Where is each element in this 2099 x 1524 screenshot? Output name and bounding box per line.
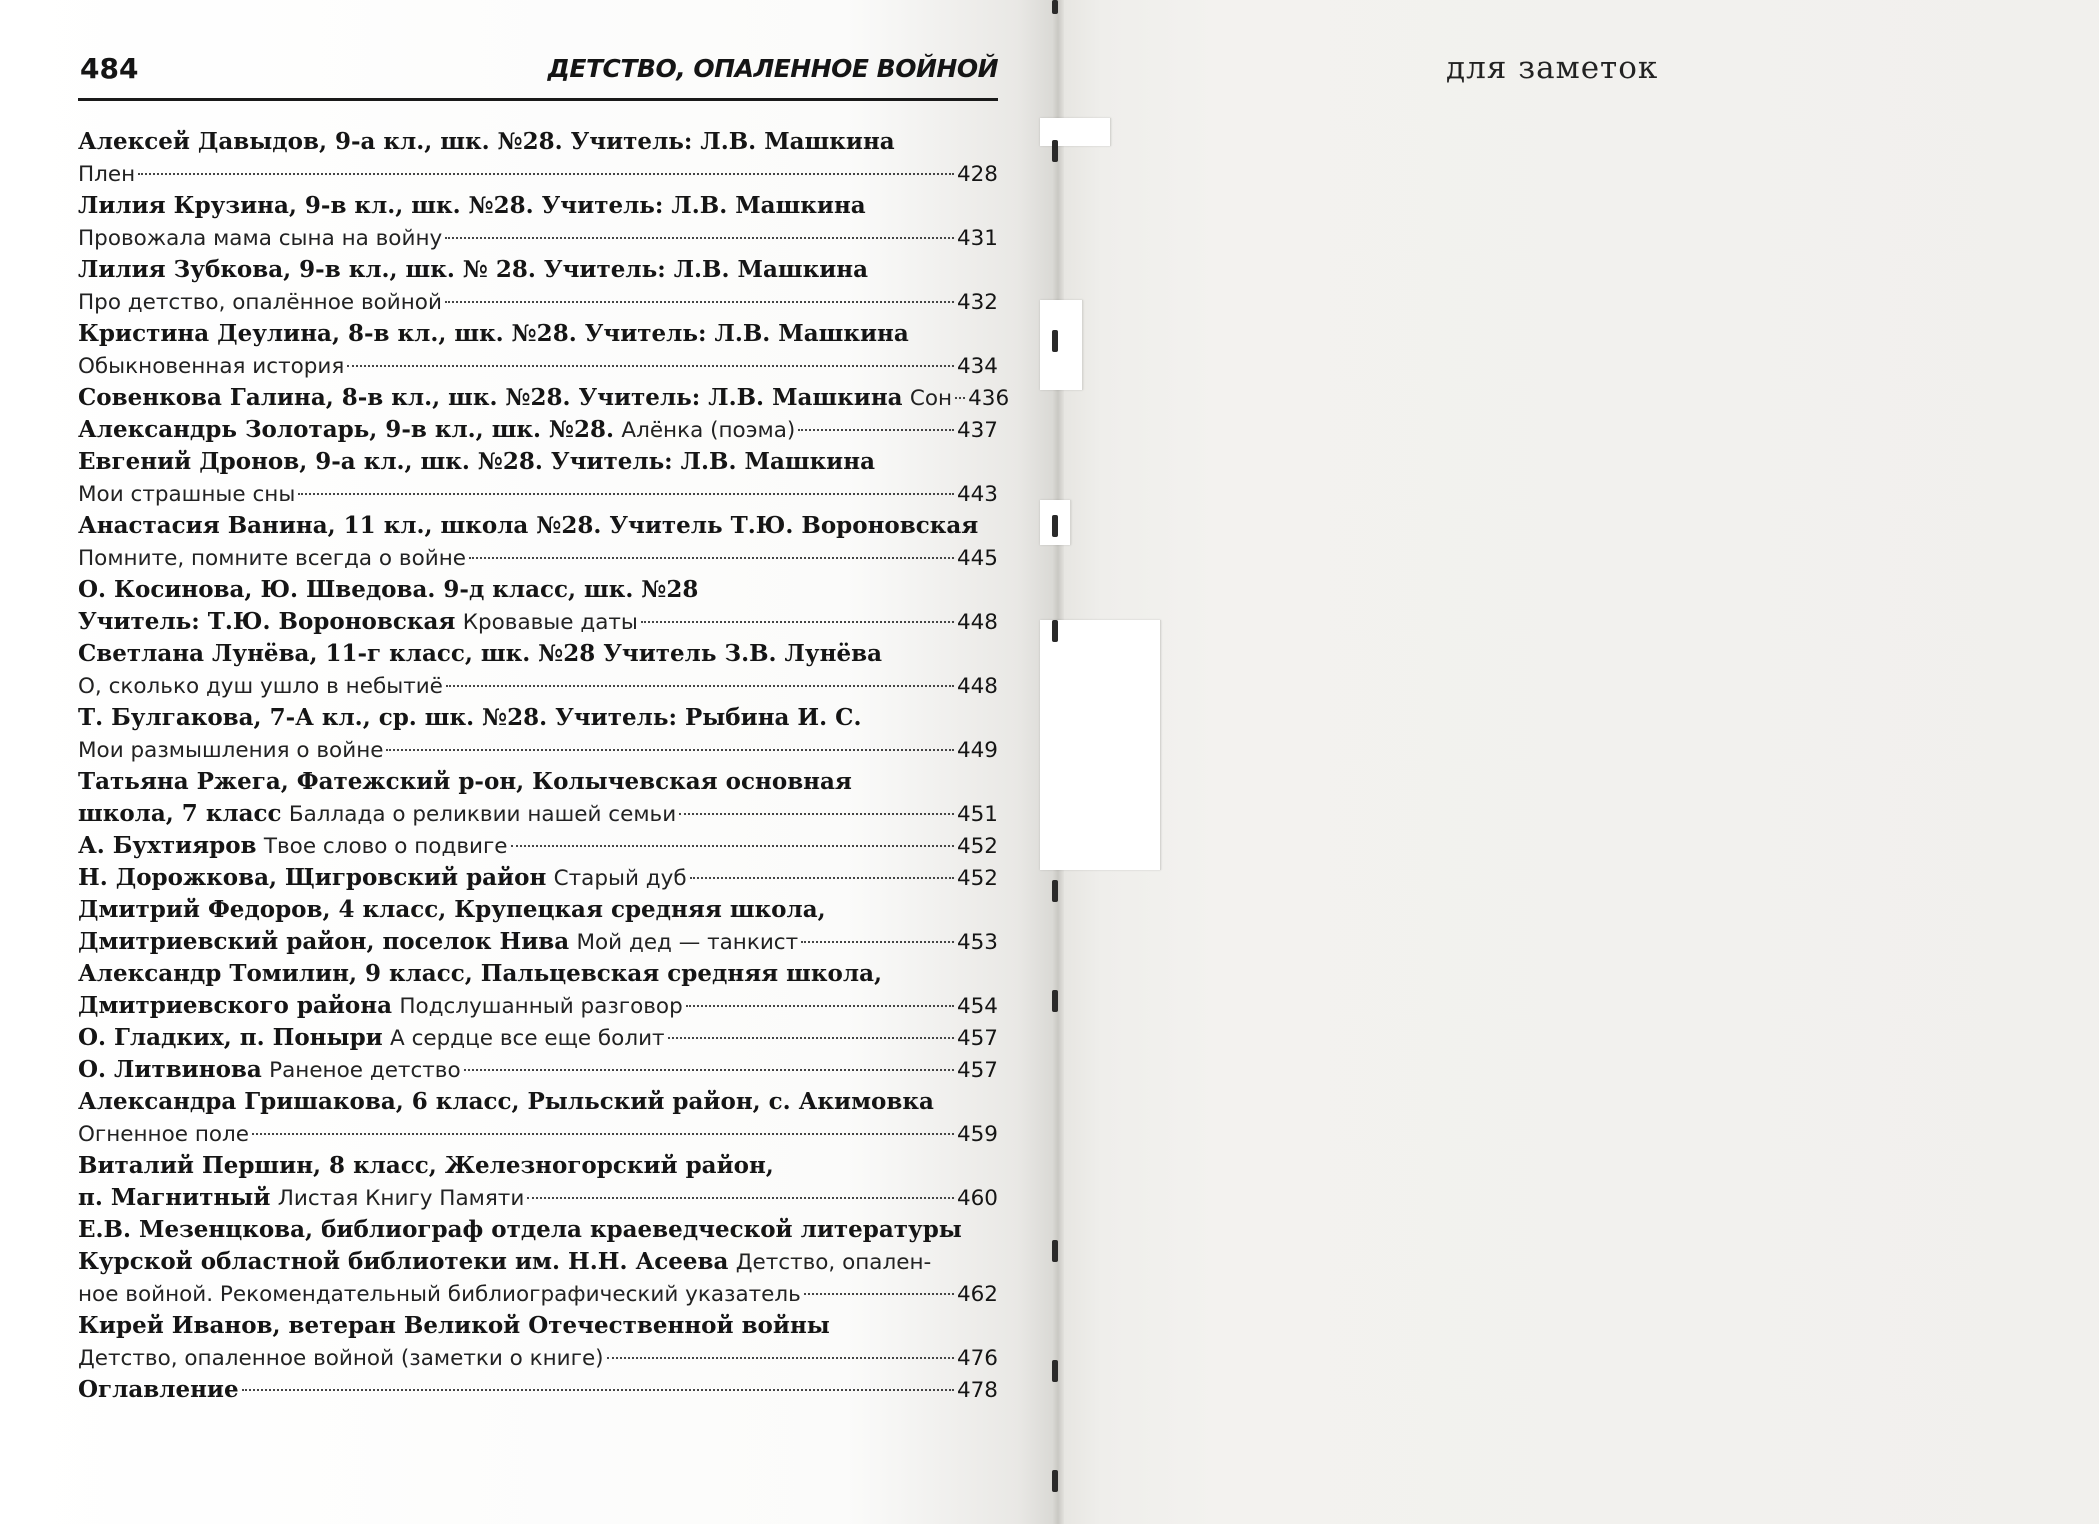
- toc-line: [78, 1342, 998, 1374]
- toc-line-text: [78, 670, 443, 703]
- toc-page-number: 460: [956, 1186, 998, 1211]
- toc-author: Светлана Лунёва, 11-г класс, шк. №28 Учитель З.В. Лунёва: [78, 640, 882, 667]
- dot-leader: [686, 1005, 954, 1007]
- toc-line: [78, 574, 998, 606]
- running-title: ДЕТСТВО, ОПАЛЕННОЕ ВОЙНОЙ: [547, 54, 998, 83]
- dot-leader: [464, 1069, 954, 1071]
- toc-line-text: [78, 1054, 461, 1087]
- toc-author: Оглавление: [78, 1376, 239, 1403]
- toc-entry-title: Баллада о реликвии нашей семьи: [288, 802, 677, 827]
- page-header: [78, 48, 998, 101]
- toc-line-text: [78, 862, 687, 895]
- toc-line: [78, 126, 998, 158]
- toc-entry-title: Обыкновенная история: [78, 354, 345, 379]
- toc-line: [78, 734, 998, 766]
- toc-entry-title: Провожала мама сына на войну: [78, 226, 443, 251]
- toc-line: [78, 894, 998, 926]
- notes-blank-area: [1120, 120, 2020, 1480]
- toc-line-text: [78, 1022, 665, 1055]
- toc-line-text: [78, 641, 882, 667]
- toc-page-number: 454: [956, 994, 998, 1019]
- toc-page-number: 462: [956, 1282, 998, 1307]
- toc-line-text: [78, 1249, 931, 1275]
- toc-line: [78, 766, 998, 798]
- toc-entry-title: Сон: [909, 386, 953, 411]
- toc-page-number: 434: [956, 354, 998, 379]
- toc-line: [78, 638, 998, 670]
- toc-line: [78, 542, 998, 574]
- toc-line-text: [78, 577, 698, 603]
- dot-leader: [527, 1197, 954, 1199]
- dot-leader: [469, 557, 954, 559]
- toc-line: [78, 1086, 998, 1118]
- toc-line: [78, 798, 998, 830]
- toc-line-text: [78, 798, 676, 831]
- toc-entry-title: Подслушанный разговор: [399, 994, 683, 1019]
- toc-line: [78, 702, 998, 734]
- toc-page-number: 452: [956, 834, 998, 859]
- torn-paper-tab: [1040, 300, 1083, 390]
- toc-line-text: [78, 769, 852, 795]
- binding-stitch: [1052, 990, 1058, 1012]
- dot-leader: [804, 1293, 954, 1295]
- dot-leader: [690, 877, 954, 879]
- toc-author: Учитель: Т.Ю. Вороновская: [78, 608, 456, 635]
- toc-page-number: 457: [956, 1026, 998, 1051]
- page-number: 484: [80, 52, 139, 85]
- toc-line-text: [78, 257, 868, 283]
- toc-line: [78, 958, 998, 990]
- dot-leader: [445, 237, 954, 239]
- toc-author: Александрь Золотарь, 9-в кл., шк. №28.: [78, 416, 615, 443]
- toc-entry-title: Плен: [78, 162, 136, 187]
- notes-heading: для заметок: [1446, 50, 1659, 86]
- toc-line: [78, 222, 998, 254]
- toc-line: [78, 254, 998, 286]
- toc-line: [78, 446, 998, 478]
- toc-page-number: 432: [956, 290, 998, 315]
- toc-page-number: 449: [956, 738, 998, 763]
- binding-stitch: [1052, 620, 1058, 642]
- toc-entry-title: Мой дед — танкист: [576, 930, 799, 955]
- toc-line: [78, 318, 998, 350]
- dot-leader: [511, 845, 954, 847]
- dot-leader: [298, 493, 954, 495]
- toc-line-text: [78, 286, 442, 319]
- toc-entry-title: Алёнка (поэма): [621, 418, 796, 443]
- toc-line-text: [78, 129, 895, 155]
- toc-author: Алексей Давыдов, 9-а кл., шк. №28. Учитель: Л.В. Машкина: [78, 128, 895, 155]
- toc-entry-title: Твое слово о подвиге: [263, 834, 508, 859]
- toc-line: [78, 1278, 998, 1310]
- dot-leader: [386, 749, 953, 751]
- toc-entry-title: Про детство, опалённое войной: [78, 290, 442, 315]
- toc-page-number: 453: [956, 930, 998, 955]
- toc-line-text: [78, 478, 295, 511]
- toc-line: [78, 382, 1010, 414]
- toc-line: [78, 1214, 998, 1246]
- binding-stitch: [1052, 0, 1058, 14]
- toc-line-text: [78, 705, 862, 731]
- toc-line-text: [78, 897, 826, 923]
- binding-stitch: [1052, 140, 1058, 162]
- toc-author: Александр Томилин, 9 класс, Пальцевская средняя школа,: [78, 960, 882, 987]
- dot-leader: [138, 173, 954, 175]
- toc-line: [78, 190, 998, 222]
- toc-line: [78, 158, 998, 190]
- toc-page-number: 436: [968, 386, 1010, 411]
- binding-stitch: [1052, 330, 1058, 352]
- toc-entry-title: ное войной. Рекомендательный библиографический указатель: [78, 1282, 801, 1307]
- toc-line-text: [78, 1313, 830, 1339]
- toc-author: Виталий Першин, 8 класс, Железногорский район,: [78, 1152, 774, 1179]
- toc-line-text: [78, 1089, 934, 1115]
- toc-line: [78, 414, 998, 446]
- toc-line: [78, 1374, 998, 1406]
- toc-page-number: 476: [956, 1346, 998, 1371]
- toc-entry-title: Мои размышления о войне: [78, 738, 384, 763]
- toc-entry-title: Старый дуб: [553, 866, 687, 891]
- dot-leader: [668, 1037, 954, 1039]
- toc-line: [78, 1118, 998, 1150]
- toc-line-text: [78, 382, 952, 415]
- toc-line: [78, 670, 998, 702]
- toc-page-number: 459: [956, 1122, 998, 1147]
- toc-line: [78, 1310, 998, 1342]
- toc-line-text: [78, 158, 135, 191]
- toc-line: [78, 926, 998, 958]
- toc-page-number: 478: [956, 1378, 998, 1403]
- toc-entry-title: Листая Книгу Памяти: [277, 1186, 525, 1211]
- toc-author: Евгений Дронов, 9-а кл., шк. №28. Учитель: Л.В. Машкина: [78, 448, 875, 475]
- toc-author: Лилия Крузина, 9-в кл., шк. №28. Учитель: Л.В. Машкина: [78, 192, 866, 219]
- toc-line-text: [78, 1374, 239, 1406]
- toc-author: Татьяна Ржега, Фатежский р-он, Колычевская основная: [78, 768, 852, 795]
- toc-line-text: [78, 990, 683, 1023]
- toc-line: [78, 830, 998, 862]
- binding-stitch: [1052, 1240, 1058, 1262]
- toc-author: школа, 7 класс: [78, 800, 282, 827]
- toc-line: [78, 1150, 998, 1182]
- toc-page-number: 431: [956, 226, 998, 251]
- toc-author: О. Гладких, п. Поныри: [78, 1024, 383, 1051]
- binding-stitch: [1052, 515, 1058, 537]
- toc-page-number: 445: [956, 546, 998, 571]
- toc-line: [78, 1246, 998, 1278]
- toc-author: Лилия Зубкова, 9-в кл., шк. № 28. Учитель: Л.В. Машкина: [78, 256, 868, 283]
- toc-line-text: [78, 606, 638, 639]
- toc-page-number: 448: [956, 674, 998, 699]
- toc-author: п. Магнитный: [78, 1184, 271, 1211]
- toc-author: О. Литвинова: [78, 1056, 262, 1083]
- dot-leader: [242, 1389, 954, 1391]
- toc-page-number: 452: [956, 866, 998, 891]
- toc-line-text: [78, 1182, 524, 1215]
- binding-stitch: [1052, 880, 1058, 902]
- dot-leader: [955, 397, 965, 399]
- dot-leader: [347, 365, 954, 367]
- toc-author: Совенкова Галина, 8-в кл., шк. №28. Учитель: Л.В. Машкина: [78, 384, 903, 411]
- toc-line-text: [78, 1342, 604, 1375]
- toc-page-number: 451: [956, 802, 998, 827]
- toc-entry-title: Огненное поле: [78, 1122, 250, 1147]
- toc-entry-title: Мои страшные сны: [78, 482, 296, 507]
- toc-line-text: [78, 830, 508, 863]
- toc-entry-title: Кровавые даты: [462, 610, 638, 635]
- toc-author: Кирей Иванов, ветеран Великой Отечественной войны: [78, 1312, 830, 1339]
- toc-page-number: 457: [956, 1058, 998, 1083]
- torn-paper-tab: [1040, 118, 1111, 146]
- toc-line-text: [78, 193, 866, 219]
- toc-line: [78, 606, 998, 638]
- toc-line-text: [78, 513, 978, 539]
- toc-entry-title: Детство, опаленное войной (заметки о книге): [78, 1346, 604, 1371]
- toc-author: Анастасия Ванина, 11 кл., школа №28. Учитель Т.Ю. Вороновская: [78, 512, 979, 539]
- toc-author: Т. Булгакова, 7-А кл., ср. шк. №28. Учитель: Рыбина И. С.: [78, 704, 862, 731]
- binding-stitch: [1052, 1470, 1058, 1492]
- toc-entry-title: Детство, опален-: [735, 1250, 932, 1275]
- dot-leader: [801, 941, 954, 943]
- toc-author: Кристина Деулина, 8-в кл., шк. №28. Учитель: Л.В. Машкина: [78, 320, 909, 347]
- toc-page-number: 437: [956, 418, 998, 443]
- toc-page-number: 448: [956, 610, 998, 635]
- dot-leader: [607, 1357, 954, 1359]
- toc-line: [78, 1022, 998, 1054]
- toc-author: Дмитрий Федоров, 4 класс, Крупецкая средняя школа,: [78, 896, 826, 923]
- toc-line: [78, 478, 998, 510]
- toc-line: [78, 1054, 998, 1086]
- toc-line: [78, 510, 998, 542]
- toc-author: Е.В. Мезенцкова, библиограф отдела краеведческой литературы: [78, 1216, 962, 1243]
- toc-line-text: [78, 542, 466, 575]
- toc-author: Дмитриевского района: [78, 992, 393, 1019]
- toc-line-text: [78, 449, 875, 475]
- toc-line-text: [78, 1153, 774, 1179]
- table-of-contents: [78, 126, 1010, 1406]
- toc-entry-title: А сердце все еще болит: [390, 1026, 665, 1051]
- toc-line-text: [78, 350, 344, 383]
- dot-leader: [252, 1133, 954, 1135]
- toc-line-text: [78, 961, 882, 987]
- toc-line-text: [78, 1217, 962, 1243]
- toc-author: Александра Гришакова, 6 класс, Рыльский район, с. Акимовка: [78, 1088, 934, 1115]
- toc-line: [78, 990, 998, 1022]
- toc-line: [78, 862, 998, 894]
- toc-line-text: [78, 1118, 249, 1151]
- toc-line: [78, 350, 998, 382]
- dot-leader: [446, 685, 954, 687]
- toc-author: А. Бухтияров: [78, 832, 257, 859]
- toc-line-text: [78, 734, 383, 767]
- toc-entry-title: Помните, помните всегда о войне: [78, 546, 466, 571]
- dot-leader: [679, 813, 954, 815]
- toc-page-number: 428: [956, 162, 998, 187]
- toc-line-text: [78, 414, 795, 447]
- toc-entry-title: Раненое детство: [269, 1058, 461, 1083]
- toc-line: [78, 1182, 998, 1214]
- toc-line-text: [78, 222, 442, 255]
- dot-leader: [798, 429, 954, 431]
- dot-leader: [641, 621, 954, 623]
- binding-stitch: [1052, 1360, 1058, 1382]
- toc-author: Курской областной библиотеки им. Н.Н. Асеева: [78, 1248, 729, 1275]
- toc-page-number: 443: [956, 482, 998, 507]
- toc-line-text: [78, 321, 909, 347]
- toc-author: Дмитриевский район, поселок Нива: [78, 928, 570, 955]
- toc-line: [78, 286, 998, 318]
- toc-author: О. Косинова, Ю. Шведова. 9-д класс, шк. №28: [78, 576, 699, 603]
- dot-leader: [445, 301, 954, 303]
- toc-line-text: [78, 926, 798, 959]
- toc-line-text: [78, 1278, 801, 1311]
- toc-entry-title: О, сколько душ ушло в небытиё: [78, 674, 443, 699]
- toc-author: Н. Дорожкова, Щигровский район: [78, 864, 547, 891]
